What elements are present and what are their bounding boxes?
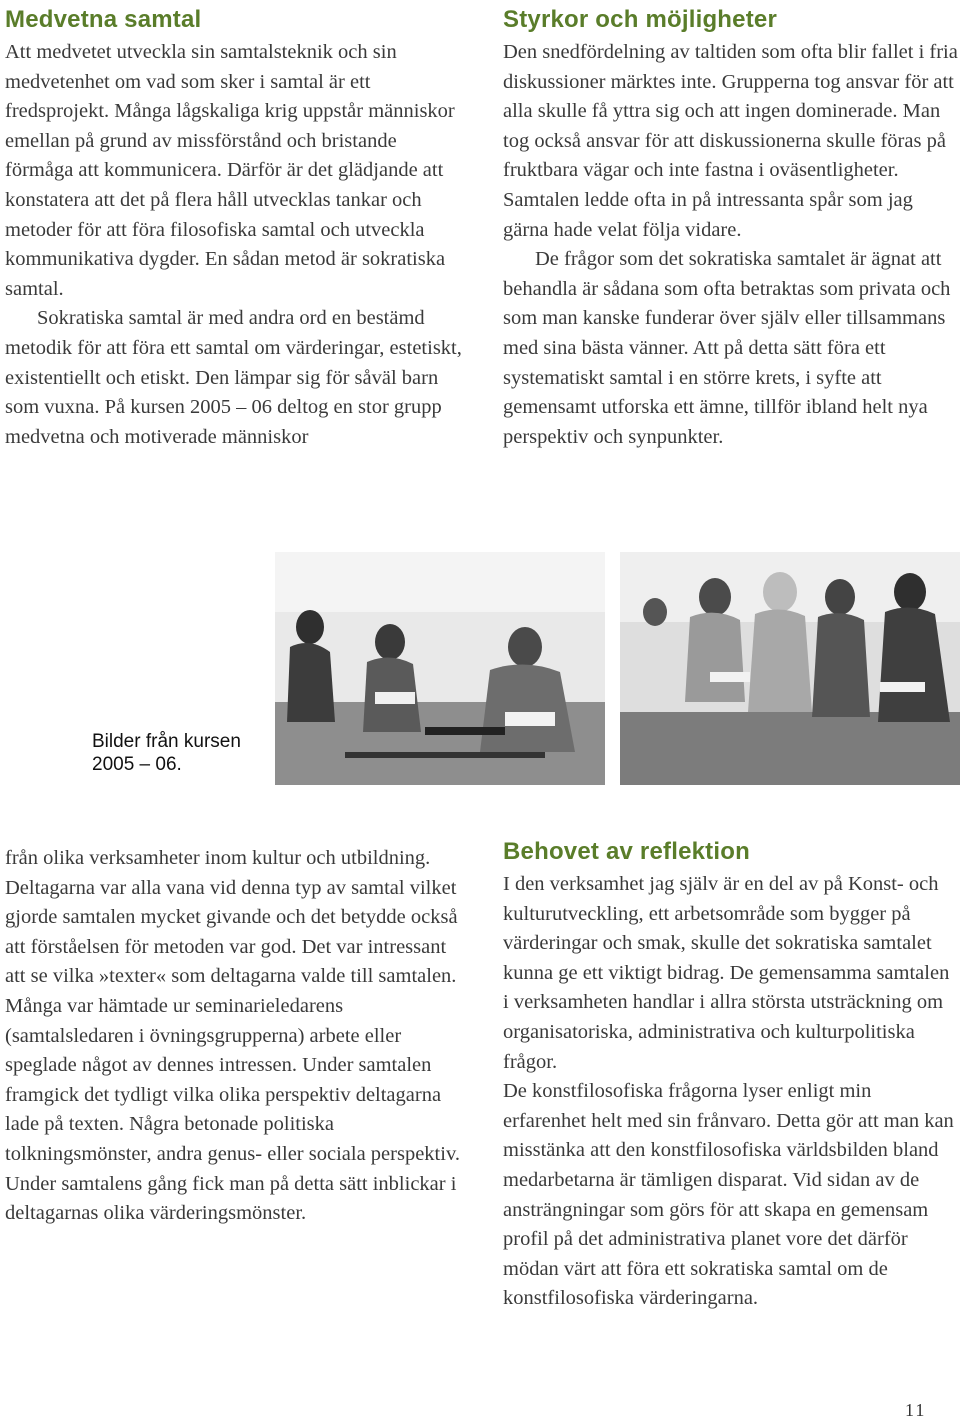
photo-caption-text: Bilder från kursen 2005 – 06. (92, 731, 241, 775)
page-number: 11 (905, 1400, 927, 1420)
section-heading: Styrkor och möjligheter (503, 6, 777, 33)
body-paragraph: Att medvetet utveckla sin samtalsteknik och sin medvetenhet om vad som sker i samtal är ett fredsprojekt. Många lågskaliga krig uppstår människor emellan på grund av missförstånd och bristande förmåga att kommunicera. Därför är det glädjande att konstatera att det på flera håll utvecklas tankar och metoder för att föra filosofiska samtal och utveckla kommunikativa dygder. En sådan metod är sokratiska samtal. (5, 41, 455, 300)
body-paragraph: från olika verksamheter inom kultur och utbildning. Deltagarna var alla vana vid denna typ av samtal vilket gjorde samtalen mycket givande och det betydde också att förståelsen för metoden var god. Det var intressant att se vilka »texter« som deltagarna valde till samtalen. Många var hämtade ur seminarieledarens (samtalsledaren i övningsgrupperna) arbete eller speglade något av dennes intressen. Under samtalen framgick det tydligt vilka olika perspektiv deltagarna lade på texten. Några betonade politiska tolkningsmönster, andra genus- eller sociala perspektiv. Under samtalens gång fick man på detta sätt inblickar i deltagarnas olika värderingsmönster. (5, 847, 460, 1225)
photo-caption (92, 730, 272, 776)
section-continuation (5, 844, 463, 1229)
group-discussion-illustration (620, 552, 960, 785)
body-paragraph: I den verksamhet jag själv är en del av på Konst- och kulturutveckling, ett arbetsområde som bygger på värderingar och smak, skulle det sokratiska samtalet kunna ge ett viktigt bidrag. De gemensamma samtalen i verksamheten handlar i allra största utsträckning om organisatoriska, administrativa och kulturpolitiska frågor. (503, 873, 950, 1073)
section-styrkor-och-mojligheter (503, 6, 958, 452)
course-photo-left (275, 552, 605, 785)
people-reading-illustration (275, 552, 605, 785)
body-paragraph: De konstfilosofiska frågorna lyser enligt min erfarenhet helt med sin frånvaro. Detta gör att man kan misstänka att den konstfilosofiska världsbilden bland medarbetarna är tämligen disparat. Vid sidan av de ansträngningar som görs för att skapa en gemensam profil på det administrativa planet vore det därför mödan värt att föra ett sokratiska samtal om de konstfilosofiska värderingarna. (503, 1080, 954, 1310)
course-photo-right (620, 552, 960, 785)
section-medvetna-samtal (5, 6, 463, 452)
section-heading: Medvetna samtal (5, 6, 202, 33)
section-behovet-av-reflektion (503, 838, 958, 1314)
body-paragraph: Den snedfördelning av taltiden som ofta blir fallet i fria diskussioner märktes inte. Grupperna tog ansvar för att alla skulle få yttra sig och att ingen dominerade. Man tog också ansvar för att diskussionerna skulle föras på fruktbara vägar och inte fastna i oväsentligheter. Samtalen ledde ofta in på intressanta spår som jag gärna hade velat följa vidare. (503, 41, 958, 241)
body-paragraph: De frågor som det sokratiska samtalet är ägnat att behandla är sådana som ofta betraktas som privata och som man kanske funderar över själv eller tillsammans med sina bästa vänner. Att på detta sätt föra ett systematiskt samtal i en större krets, i syfte att gemensamt utforska ett ämne, tillför ibland helt nya perspektiv och synpunkter. (503, 248, 951, 448)
body-paragraph: Sokratiska samtal är med andra ord en bestämd metodik för att föra ett samtal om värderingar, estetiskt, existentiellt och etiskt. Den lämpar sig för såväl barn som vuxna. På kursen 2005 – 06 deltog en stor grupp medvetna och motiverade människor (5, 307, 462, 448)
section-heading: Behovet av reflektion (503, 838, 750, 865)
